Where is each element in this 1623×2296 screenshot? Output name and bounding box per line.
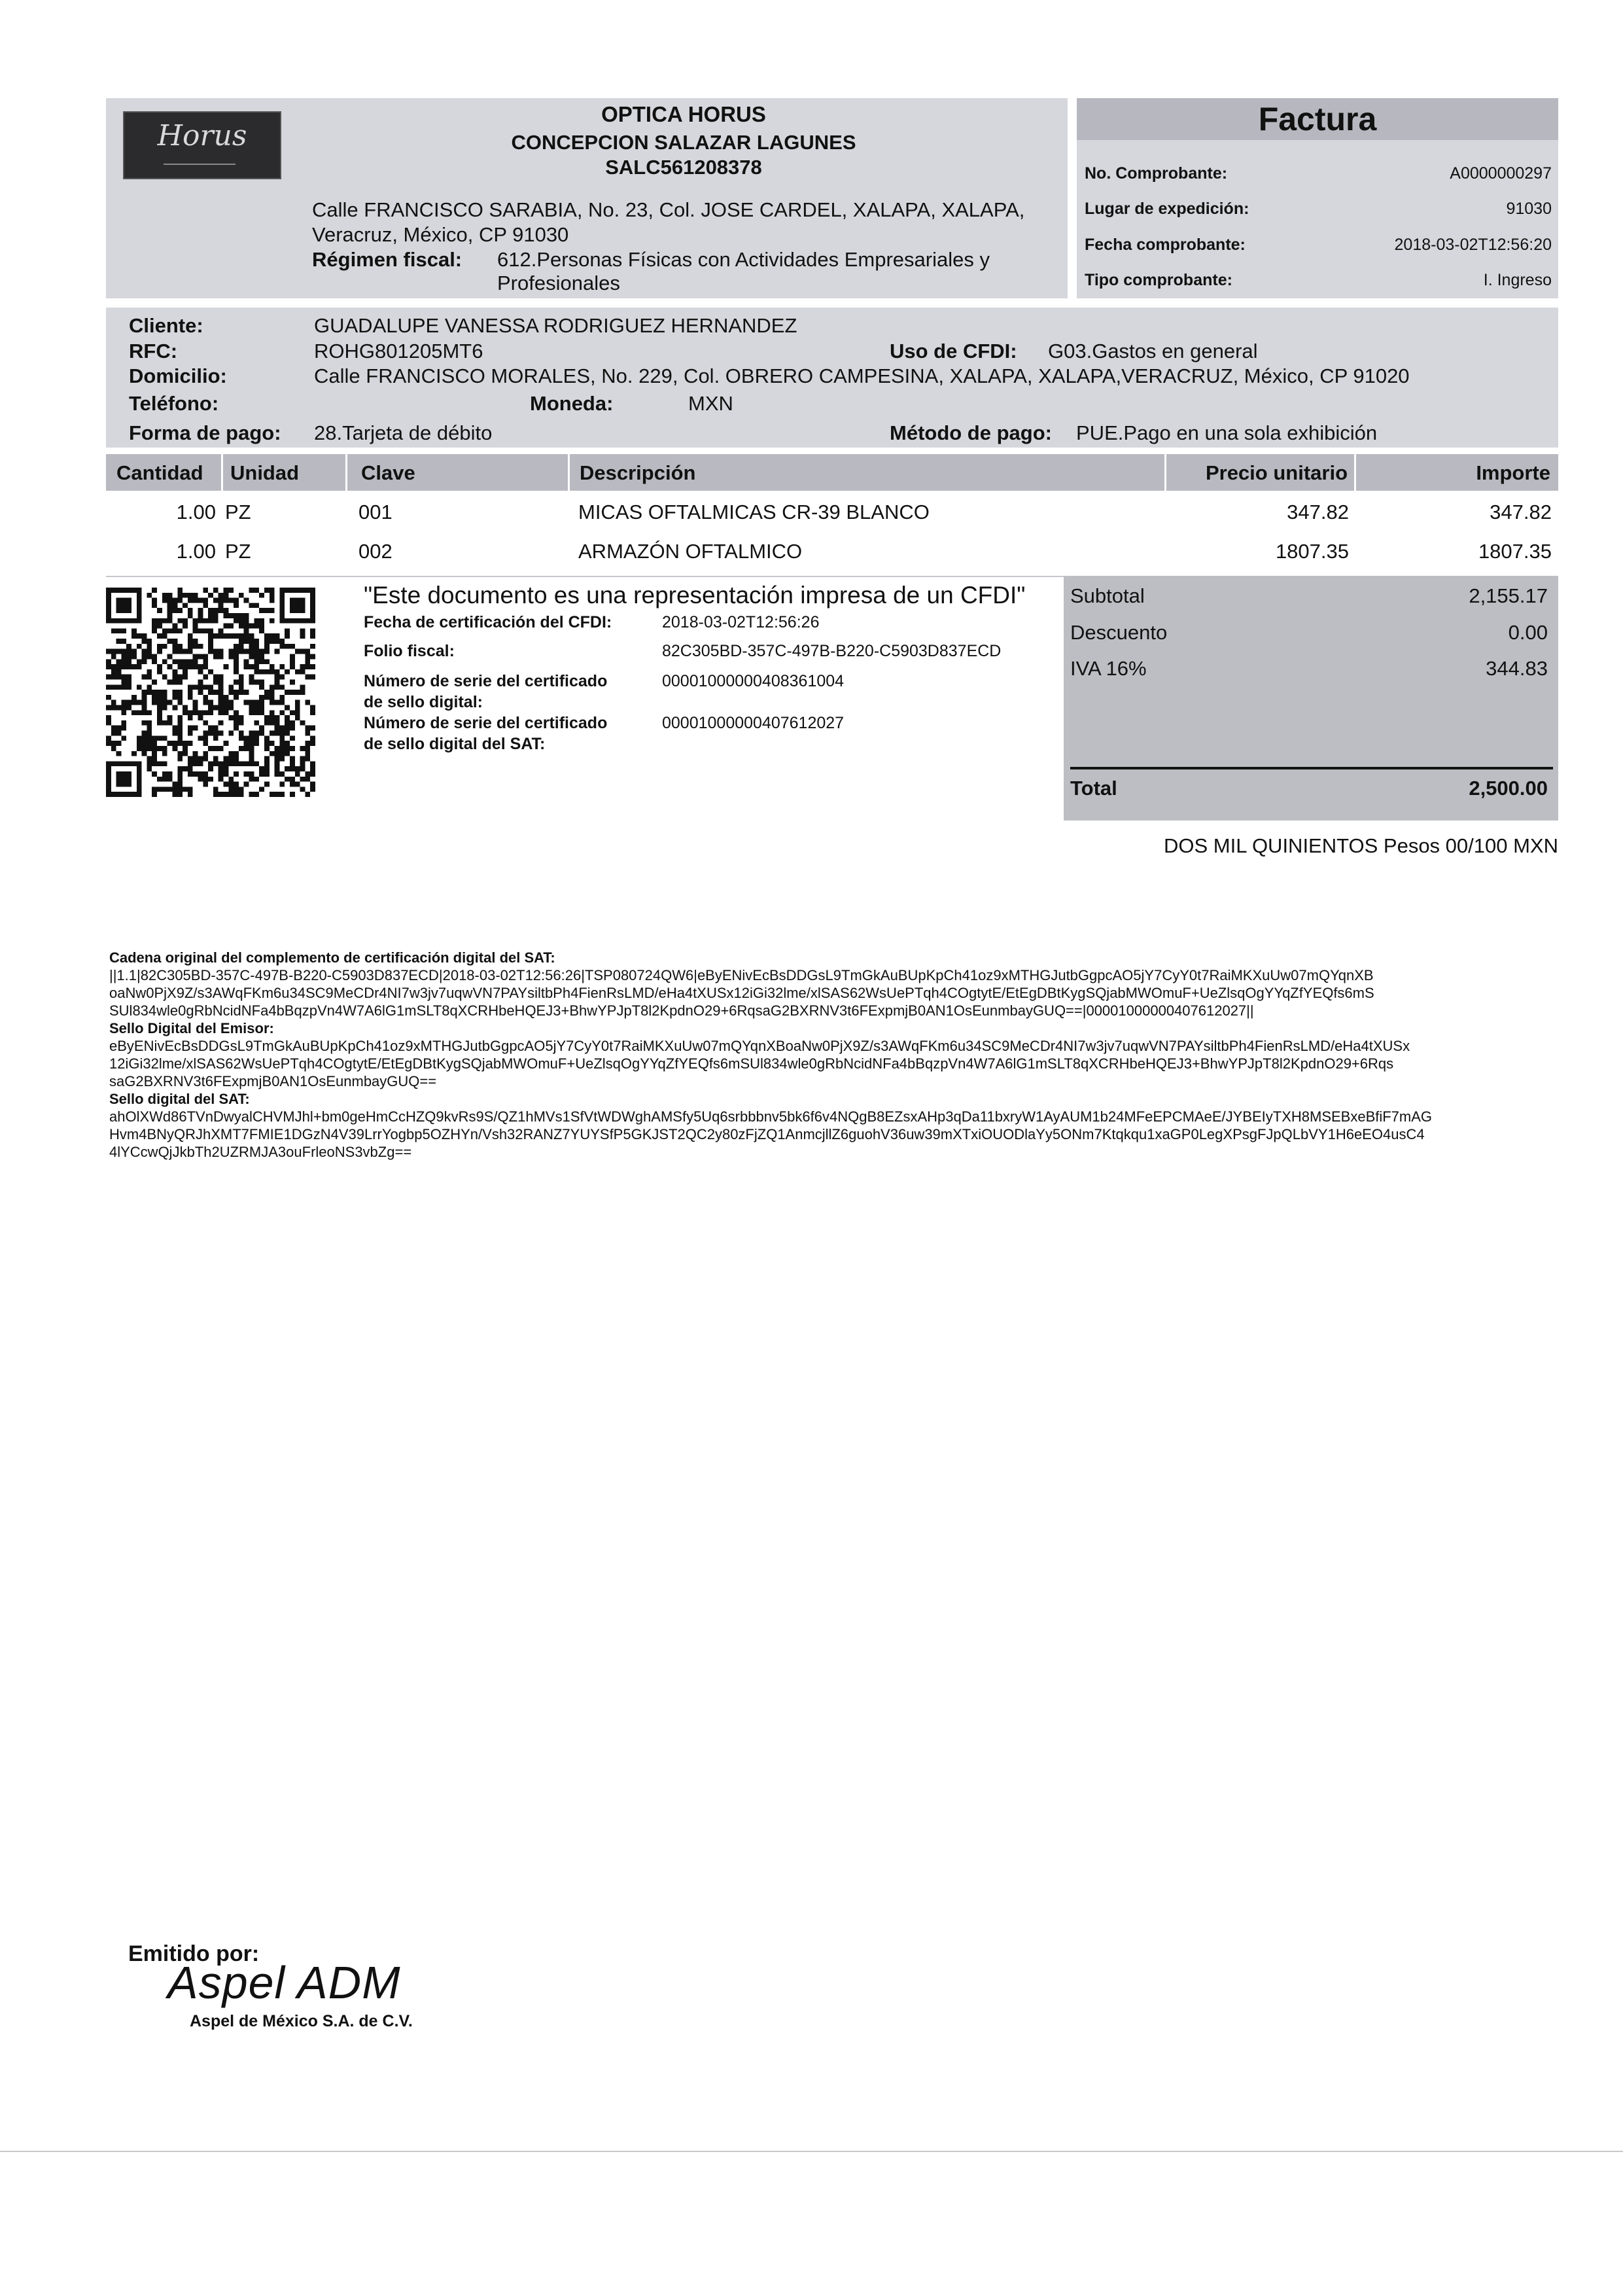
issuer-name: OPTICA HORUS [601, 102, 766, 126]
cadena-line: ||1.1|82C305BD-357C-497B-B220-C5903D837ECD|2018-03-02T12:56:26|TSP080724QW6|eByENivEcBsDDGsL9TmGkAuBUpKpCh41oz9xMTHGJutbGgpcAO5jY7CyY0t7RaiMKXuUw07mQYqnXB [109, 967, 1374, 983]
serie-cert-label-1: Número de serie del certificado [364, 672, 608, 690]
lugar-value: 91030 [1506, 200, 1552, 218]
cadena-label: Cadena original del complemento de certificación digital del SAT: [109, 949, 555, 966]
metodo-pago-value: PUE.Pago en una sola exhibición [1076, 421, 1378, 444]
regimen-value-line2: Profesionales [497, 272, 620, 294]
serie-cert-value: 00001000000408361004 [662, 672, 845, 690]
logo-text: Horus [157, 119, 247, 152]
sello-emisor-line: eByENivEcBsDDGsL9TmGkAuBUpKpCh41oz9xMTHGJutbGgpcAO5jY7CyY0t7RaiMKXuUw07mQYqnXBoaNw0PjX9Z/s3AWqFKm6u34SC9MeCDr4NI7w3jv7uqwVN7PAYsiltbPh4FienRsLMD/eHa4tXUSx [109, 1038, 1410, 1054]
fecha-label: Fecha comprobante: [1085, 236, 1246, 254]
moneda-value: MXN [688, 392, 733, 415]
subtotal-value: 2,155.17 [1469, 584, 1548, 607]
serie-sat-label-2: de sello digital del SAT: [364, 735, 546, 753]
sello-sat-line: 4lYCcwQjJkbTh2UZRMJA3ouFrleoNS3vbZg== [109, 1144, 412, 1160]
descuento-value: 0.00 [1508, 621, 1548, 644]
cfdi-fecha-value: 2018-03-02T12:56:26 [662, 613, 820, 631]
lugar-label: Lugar de expedición: [1085, 200, 1249, 218]
iva-value: 344.83 [1486, 657, 1548, 680]
total-value: 2,500.00 [1469, 777, 1548, 800]
uso-cfdi-value: G03.Gastos en general [1048, 340, 1258, 362]
domicilio-value: Calle FRANCISCO MORALES, No. 229, Col. OBRERO CAMPESINA, XALAPA, XALAPA,VERACRUZ, México, CP 91020 [314, 364, 1410, 387]
sello-sat-label: Sello digital del SAT: [109, 1091, 250, 1107]
issuer-address-line1: Calle FRANCISCO SARABIA, No. 23, Col. JOSE CARDEL, XALAPA, XALAPA, [312, 198, 1025, 221]
row-clave: 002 [358, 540, 393, 563]
page-bottom-line [0, 2151, 1623, 2152]
forma-pago-label: Forma de pago: [129, 421, 281, 444]
row-cantidad: 1.00 [176, 540, 216, 563]
row-clave: 001 [358, 501, 393, 523]
aspel-company: Aspel de México S.A. de C.V. [190, 2012, 413, 2030]
qr-code [106, 588, 315, 797]
cfdi-heading: "Este documento es una representación impresa de un CFDI" [364, 582, 1026, 609]
serie-cert-label-2: de sello digital: [364, 693, 483, 711]
sello-sat-line: ahOlXWd86TVnDwyalCHVMJhl+bm0geHmCcHZQ9kvRs9S/QZ1hMVs1SfVtWDWghAMSfy5Uq6srbbbnv5bk6f6v4NQgB8EZsxAHp3qDa11bxryW1AyAUM1b24MFeEPCMAeE/JYBEIyTXH8MSEBxeBfiF7mAG [109, 1108, 1433, 1125]
uso-cfdi-label: Uso de CFDI: [890, 340, 1017, 362]
row-unidad: PZ [225, 501, 251, 523]
row-descripcion: MICAS OFTALMICAS CR-39 BLANCO [578, 501, 930, 523]
sello-emisor-line: saG2BXRNV3t6FExpmjB0AN1OsEunmbayGUQ== [109, 1073, 437, 1089]
cliente-value: GUADALUPE VANESSA RODRIGUEZ HERNANDEZ [314, 314, 797, 337]
comprobante-value: A0000000297 [1450, 164, 1552, 183]
col-precio-header: Precio unitario [1205, 461, 1348, 484]
col-importe-header: Importe [1476, 461, 1550, 484]
table-row [106, 497, 1558, 529]
domicilio-label: Domicilio: [129, 364, 227, 387]
items-table [106, 454, 1558, 577]
col-descripcion-header: Descripción [580, 461, 696, 484]
row-cantidad: 1.00 [176, 501, 216, 523]
tipo-label: Tipo comprobante: [1085, 271, 1232, 289]
regimen-value-line1: 612.Personas Físicas con Actividades Empresariales y [497, 248, 990, 271]
folio-fiscal-label: Folio fiscal: [364, 642, 455, 660]
col-unidad-header: Unidad [230, 461, 300, 484]
fecha-value: 2018-03-02T12:56:20 [1394, 236, 1552, 254]
row-importe: 1807.35 [1478, 540, 1552, 563]
col-cantidad-header: Cantidad [116, 461, 203, 484]
col-clave-header: Clave [361, 461, 415, 484]
tipo-value: I. Ingreso [1483, 271, 1552, 289]
issuer-address-line2: Veracruz, México, CP 91030 [312, 223, 569, 246]
row-precio: 1807.35 [1275, 540, 1349, 563]
sello-emisor-line: 12iGi32lme/xlSAS62WsUePTqh4COgtytE/EtEgDBtKygSQjabMWOmuF+UeZlsqOgYYqZfYEQfs6mSUl834wle0gRbNcidNFa4bBqzpVn4W7A6lG1mSLT8qXCRHbeHQEJ3+BhwYPJpT8l2KpdnO29+6Rqs [109, 1055, 1394, 1072]
sello-emisor-label: Sello Digital del Emisor: [109, 1020, 274, 1036]
folio-fiscal-value: 82C305BD-357C-497B-B220-C5903D837ECD [662, 642, 1002, 660]
table-row [106, 537, 1558, 568]
cfdi-fecha-label: Fecha de certificación del CFDI: [364, 613, 612, 631]
iva-label: IVA 16% [1070, 657, 1147, 680]
row-unidad: PZ [225, 540, 251, 563]
moneda-label: Moneda: [530, 392, 614, 415]
issuer-rfc: SALC561208378 [605, 156, 762, 179]
amount-in-words: DOS MIL QUINIENTOS Pesos 00/100 MXN [1164, 834, 1558, 857]
regimen-label: Régimen fiscal: [312, 248, 462, 271]
telefono-label: Teléfono: [129, 392, 219, 415]
totals-divider [1070, 767, 1553, 769]
cliente-label: Cliente: [129, 314, 203, 337]
serie-sat-label-1: Número de serie del certificado [364, 714, 608, 732]
seals-section [109, 949, 1558, 1161]
rfc-label: RFC: [129, 340, 178, 362]
cadena-line: SUl834wle0gRbNcidNFa4bBqzpVn4W7A6lG1mSLT8qXCRHbeHQEJ3+BhwYPJpT8l2KpdnO29+6RqsaG2BXRNV3t6FExpmjB0AN1OsEunmbayGUQ==|00001000000407612027|| [109, 1002, 1254, 1019]
row-precio: 347.82 [1287, 501, 1349, 523]
forma-pago-value: 28.Tarjeta de débito [314, 421, 493, 444]
metodo-pago-label: Método de pago: [890, 421, 1052, 444]
row-importe: 347.82 [1490, 501, 1552, 523]
issuer-owner: CONCEPCION SALAZAR LAGUNES [511, 131, 856, 154]
total-label: Total [1070, 777, 1117, 800]
row-descripcion: ARMAZÓN OFTALMICO [578, 540, 803, 563]
comprobante-label: No. Comprobante: [1085, 164, 1228, 183]
emitido-label: Emitido por: [128, 1941, 260, 1966]
rfc-value: ROHG801205MT6 [314, 340, 483, 362]
company-logo [123, 111, 281, 179]
sello-sat-line: Hvm4BNyQRJhXMT7FMIE1DGzN4V39LrrYogbp5OZHYn/Vsh32RANZ7YUYSfP5GKJST2QC2y80zFjZQ1AnmcjllZ6guohV36uw39mXTxiOUODlaYy5ONm7Ktqkqu1xaGP0LegXPsgFJpQLbVY1H6eEO4usC4 [109, 1126, 1425, 1142]
descuento-label: Descuento [1070, 621, 1168, 644]
invoice-title: Factura [1258, 101, 1377, 137]
aspel-logo: Aspel ADM [167, 1957, 401, 2008]
cadena-line: oaNw0PjX9Z/s3AWqFKm6u34SC9MeCDr4NI7w3jv7uqwVN7PAYsiltbPh4FienRsLMD/eHa4tXUSx12iGi32lme/xlSAS62WsUePTqh4COgtytE/EtEgDBtKygSQjabMWOmuF+UeZlsqOgYYqZfYEQfs6mS [109, 985, 1374, 1001]
serie-sat-value: 00001000000407612027 [662, 714, 845, 732]
subtotal-label: Subtotal [1070, 584, 1145, 607]
